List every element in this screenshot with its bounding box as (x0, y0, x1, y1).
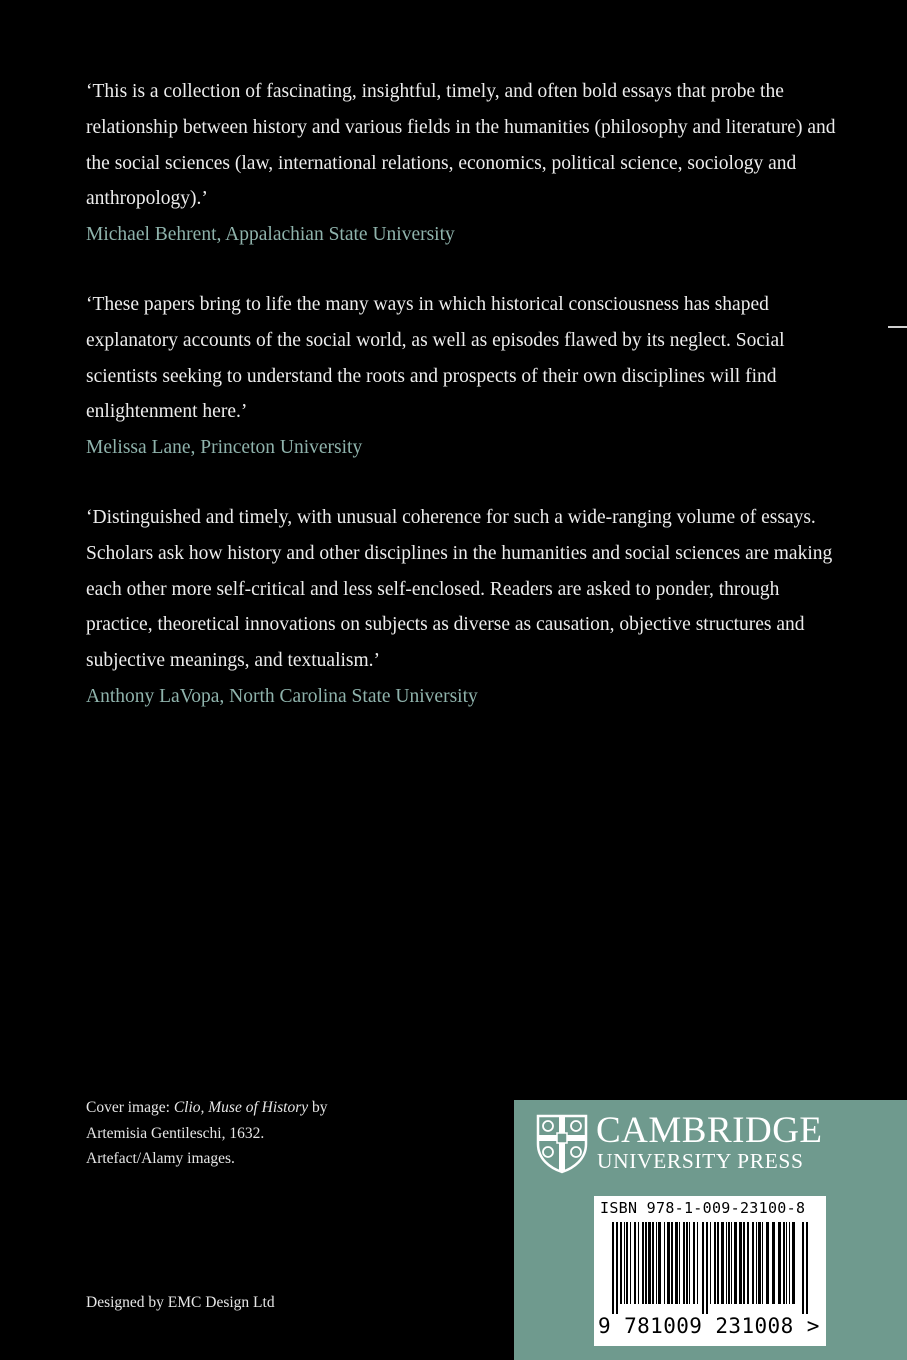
isbn-label: ISBN 978-1-009-23100-8 (600, 1199, 806, 1217)
endorsement-attribution: Anthony LaVopa, North Carolina State University (86, 685, 478, 707)
credit-by: by (308, 1099, 328, 1116)
designer-credit: Designed by EMC Design Ltd (86, 1294, 275, 1311)
publisher-subtitle: UNIVERSITY PRESS (597, 1149, 804, 1173)
credit-line-1 (86, 1095, 416, 1121)
endorsement-quote: ‘These papers bring to life the many ways in which historical consciousness has shaped explanatory accounts of the social world, as well as episodes flawed by its neglect. Social scientists seeking to understand the roots and prospects of their own disciplines will find enlightenment here.’ (86, 293, 785, 423)
spine-fold-mark (888, 326, 907, 328)
credit-prefix: Cover image: (86, 1099, 174, 1116)
endorsement-attribution: Michael Behrent, Appalachian State University (86, 224, 455, 246)
publisher-name: CAMBRIDGE (596, 1110, 823, 1151)
endorsement-quote: ‘Distinguished and timely, with unusual coherence for such a wide-ranging volume of essays. Scholars ask how history and other disciplines in the humanities and social sciences are making each other more self-critical and less self-enclosed. Readers are asked to ponder, through practice, theoretical innovations on subjects as diverse as causation, objective structures and subjective meanings, and textualism.’ (86, 506, 833, 672)
endorsements (86, 74, 836, 749)
credit-line-2: Artemisia Gentileschi, 1632. (86, 1124, 265, 1142)
endorsement-attribution: Melissa Lane, Princeton University (86, 437, 363, 459)
credit-work-title: Clio, Muse of History (173, 1099, 309, 1116)
endorsement-quote: ‘This is a collection of fascinating, insightful, timely, and often bold essays that probe the relationship between history and various fields in the humanities (philosophy and literature) and the social sciences (law, international relations, economics, political science, sociology and anthropology).’ (86, 81, 836, 210)
credit-line-3: Artefact/Alamy images. (86, 1150, 235, 1167)
barcode-digits: 9 781009 231008 > (598, 1314, 820, 1338)
endorsement-3 (86, 500, 836, 715)
endorsement-2 (86, 287, 836, 466)
cover-image-credit (86, 1095, 416, 1172)
cambridge-shield-icon (536, 1114, 588, 1174)
barcode-block (594, 1196, 826, 1346)
publisher-panel (514, 1100, 907, 1360)
barcode-bars (598, 1222, 822, 1314)
endorsement-1 (86, 74, 836, 253)
